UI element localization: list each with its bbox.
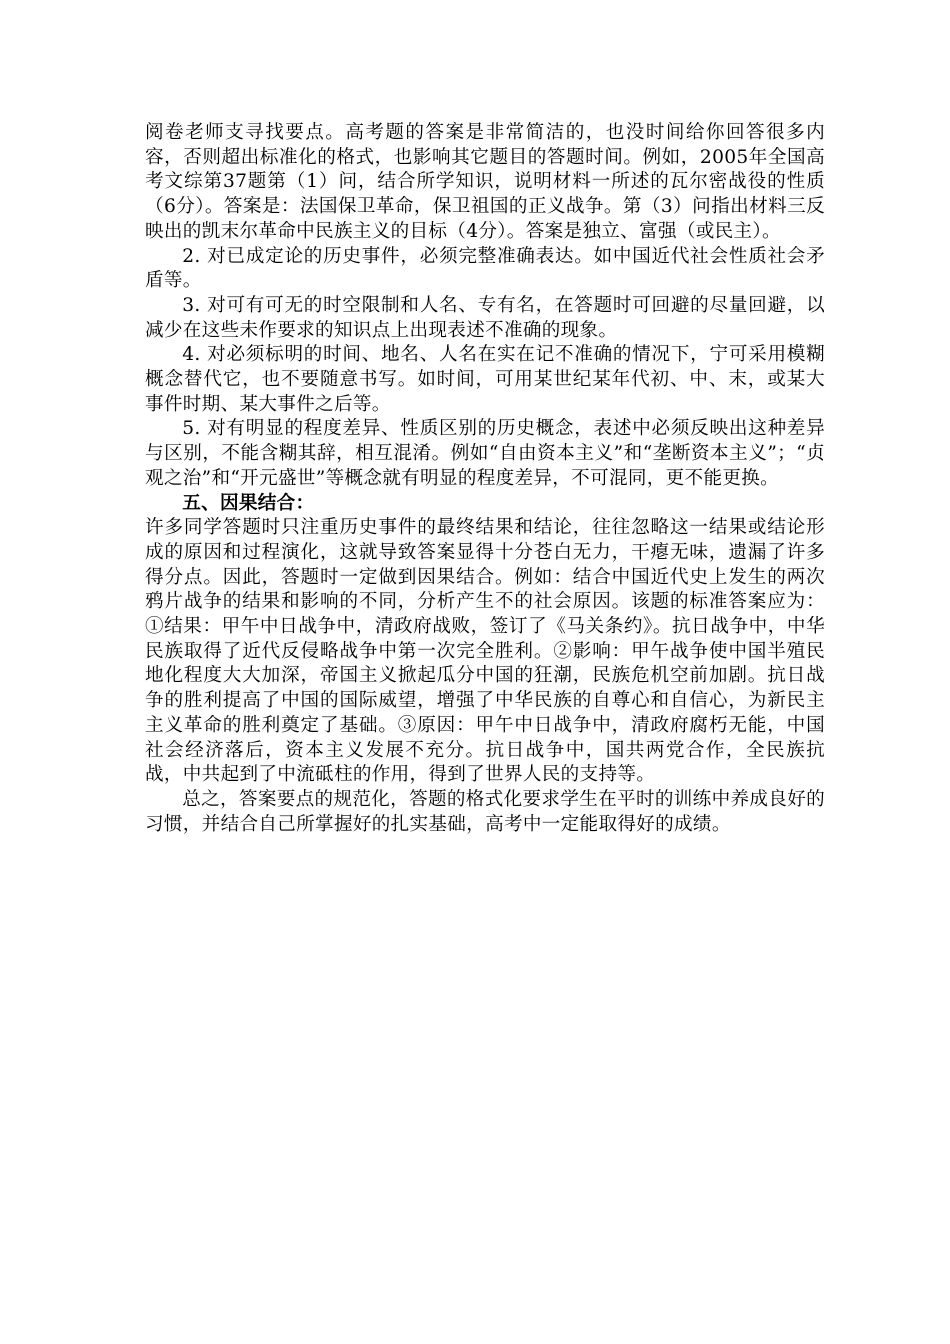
paragraph-point-2: 2. 对已成定论的历史事件，必须完整准确表达。如中国近代社会性质社会矛盾等。 [145, 245, 825, 292]
section-heading-5: 五、因果结合： [182, 492, 315, 514]
paragraph-cause-effect: 许多同学答题时只注重历史事件的最终结果和结论，往往忽略这一结果或结论形成的原因和过程演化，这就导致答案显得十分苍白无力，干瘪无味，遗漏了许多得分点。因此，答题时一定做到因果结合。例如：结合中国近代史上发生的两次鸦片战争的结果和影响的不同，分析产生不的社会原因。该题的标准答案应为：①结果：甲午中日战争中，清政府战败，签订了《马关条约》。抗日战争中，中华民族取得了近代反侵略战争中第一次完全胜利。②影响：甲午战争使中国半殖民地化程度大大加深，帝国主义掀起瓜分中国的狂潮，民族危机空前加剧。抗日战争的胜利提高了中国的国际威望，增强了中华民族的自尊心和自信心，为新民主主义革命的胜利奠定了基础。③原因：甲午中日战争中，清政府腐朽无能，中国社会经济落后，资本主义发展不充分。抗日战争中，国共两党合作，全民族抗战，中共起到了中流砥柱的作用，得到了世界人民的支持等。 [145, 517, 825, 786]
paragraph-continuation: 阅卷老师支寻找要点。高考题的答案是非常简洁的，也没时间给你回答很多内容，否则超出标准化的格式，也影响其它题目的答题时间。例如，2005年全国高考文综第37题第（1）问，结合所学知识，说明材料一所述的瓦尔密战役的性质（6分）。答案是：法国保卫革命，保卫祖国的正义战争。第（3）问指出材料三反映出的凯末尔革命中民族主义的目标（4分）。答案是独立、富强（或民主）。 [145, 122, 825, 242]
paragraph-point-3: 3. 对可有可无的时空限制和人名、专有名，在答题时可回避的尽量回避，以减少在这些未作要求的知识点上出现表述不准确的现象。 [145, 294, 825, 341]
paragraph-point-5: 5. 对有明显的程度差异、性质区别的历史概念，表述中必须反映出这种差异与区别，不能含糊其辞，相互混淆。例如“自由资本主义”和“垄断资本主义”；“贞观之治”和“开元盛世”等概念就有明显的程度差异，不可混同，更不能更换。 [145, 418, 825, 489]
paragraph-point-4: 4. 对必须标明的时间、地名、人名在实在记不准确的情况下，宁可采用模糊概念替代它，也不要随意书写。如时间，可用某世纪某年代初、中、末，或某大事件时期、某大事件之后等。 [145, 344, 825, 415]
document-body [145, 121, 825, 837]
paragraph-conclusion: 总之，答案要点的规范化，答题的格式化要求学生在平时的训练中养成良好的习惯，并结合自己所掌握好的扎实基础，高考中一定能取得好的成绩。 [145, 788, 825, 835]
